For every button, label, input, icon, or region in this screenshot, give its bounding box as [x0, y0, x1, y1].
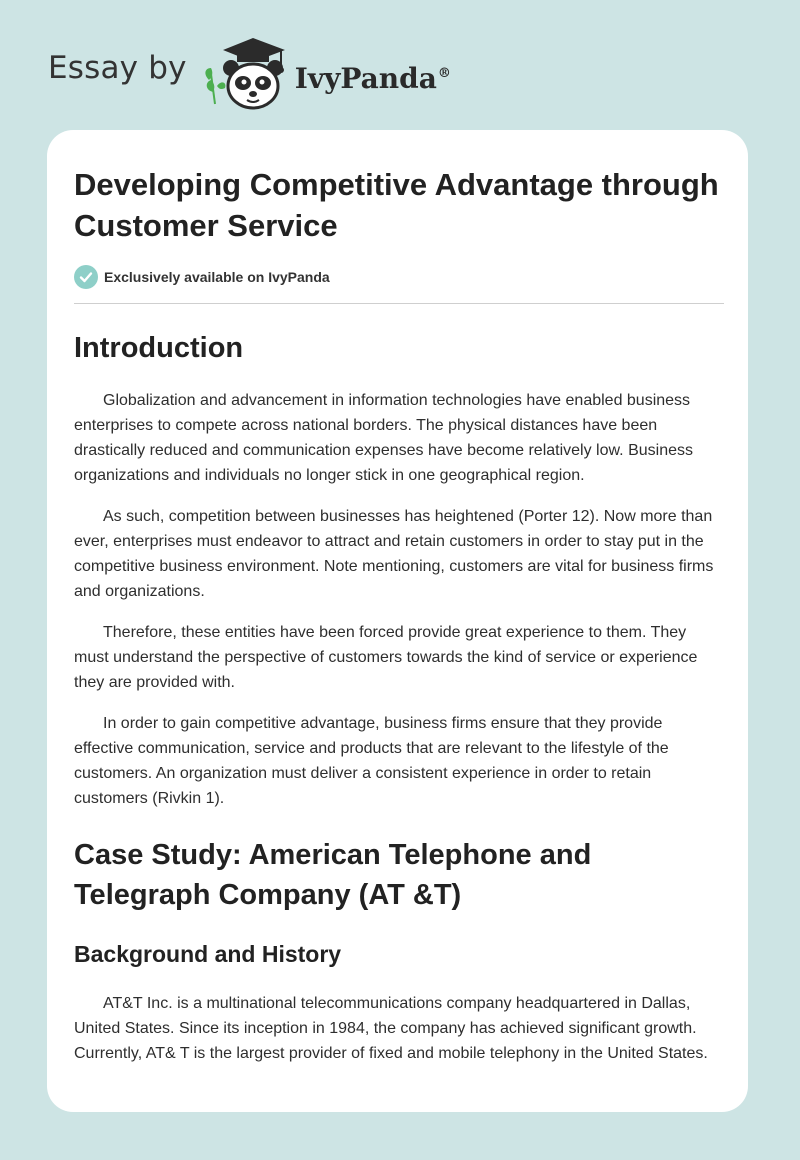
essay-title: Developing Competitive Advantage through Customer Service — [74, 167, 719, 243]
essay-by-label: Essay by — [48, 50, 187, 86]
title-divider — [74, 303, 724, 304]
ivypanda-logo[interactable] — [201, 34, 451, 114]
subsection-heading-background: Background and History — [74, 941, 342, 967]
registered-mark: ® — [437, 66, 451, 82]
essay-content — [74, 164, 724, 1066]
site-header — [48, 34, 451, 114]
panda-graduate-icon — [201, 34, 289, 114]
paragraph: Therefore, these entities have been forced provide great experience to them. They must understand the perspective of customers towards the kind of service or experience they are provided with. — [74, 624, 698, 691]
paragraph: AT&T Inc. is a multinational telecommunications company headquartered in Dallas, United States. Since its inception in 1984, the company has achieved significant growth. Currently, AT& T is the largest provider of fixed and mobile telephony in the United States. — [74, 995, 708, 1062]
exclusive-badge — [74, 265, 724, 289]
section-heading-case-study: Case Study: American Telephone and Telegraph Company (AT &T) — [74, 839, 592, 911]
section-heading-introduction: Introduction — [74, 332, 244, 364]
badge-text: Exclusively available on IvyPanda — [104, 269, 330, 285]
check-icon — [74, 265, 98, 289]
paragraph: Globalization and advancement in information technologies have enabled business enterprises to compete across national borders. The physical distances have been drastically reduced and communication expenses have become relatively low. Business organizations and individuals no longer stick in one geographical region. — [74, 392, 693, 484]
paragraph: As such, competition between businesses has heightened (Porter 12). Now more than ever, enterprises must endeavor to attract and retain customers in order to stay put in the competitive business environment. Note mentioning, customers are vital for business firms and organizations. — [74, 508, 714, 600]
paragraph: In order to gain competitive advantage, business firms ensure that they provide effective communication, service and products that are relevant to the lifestyle of the customers. An organization must deliver a consistent experience in order to retain customers (Rivkin 1). — [74, 715, 669, 807]
ivy-leaf-icon — [205, 68, 225, 104]
brand-text: IvyPanda — [294, 61, 437, 95]
brand-name — [295, 62, 451, 95]
essay-card — [47, 130, 748, 1112]
